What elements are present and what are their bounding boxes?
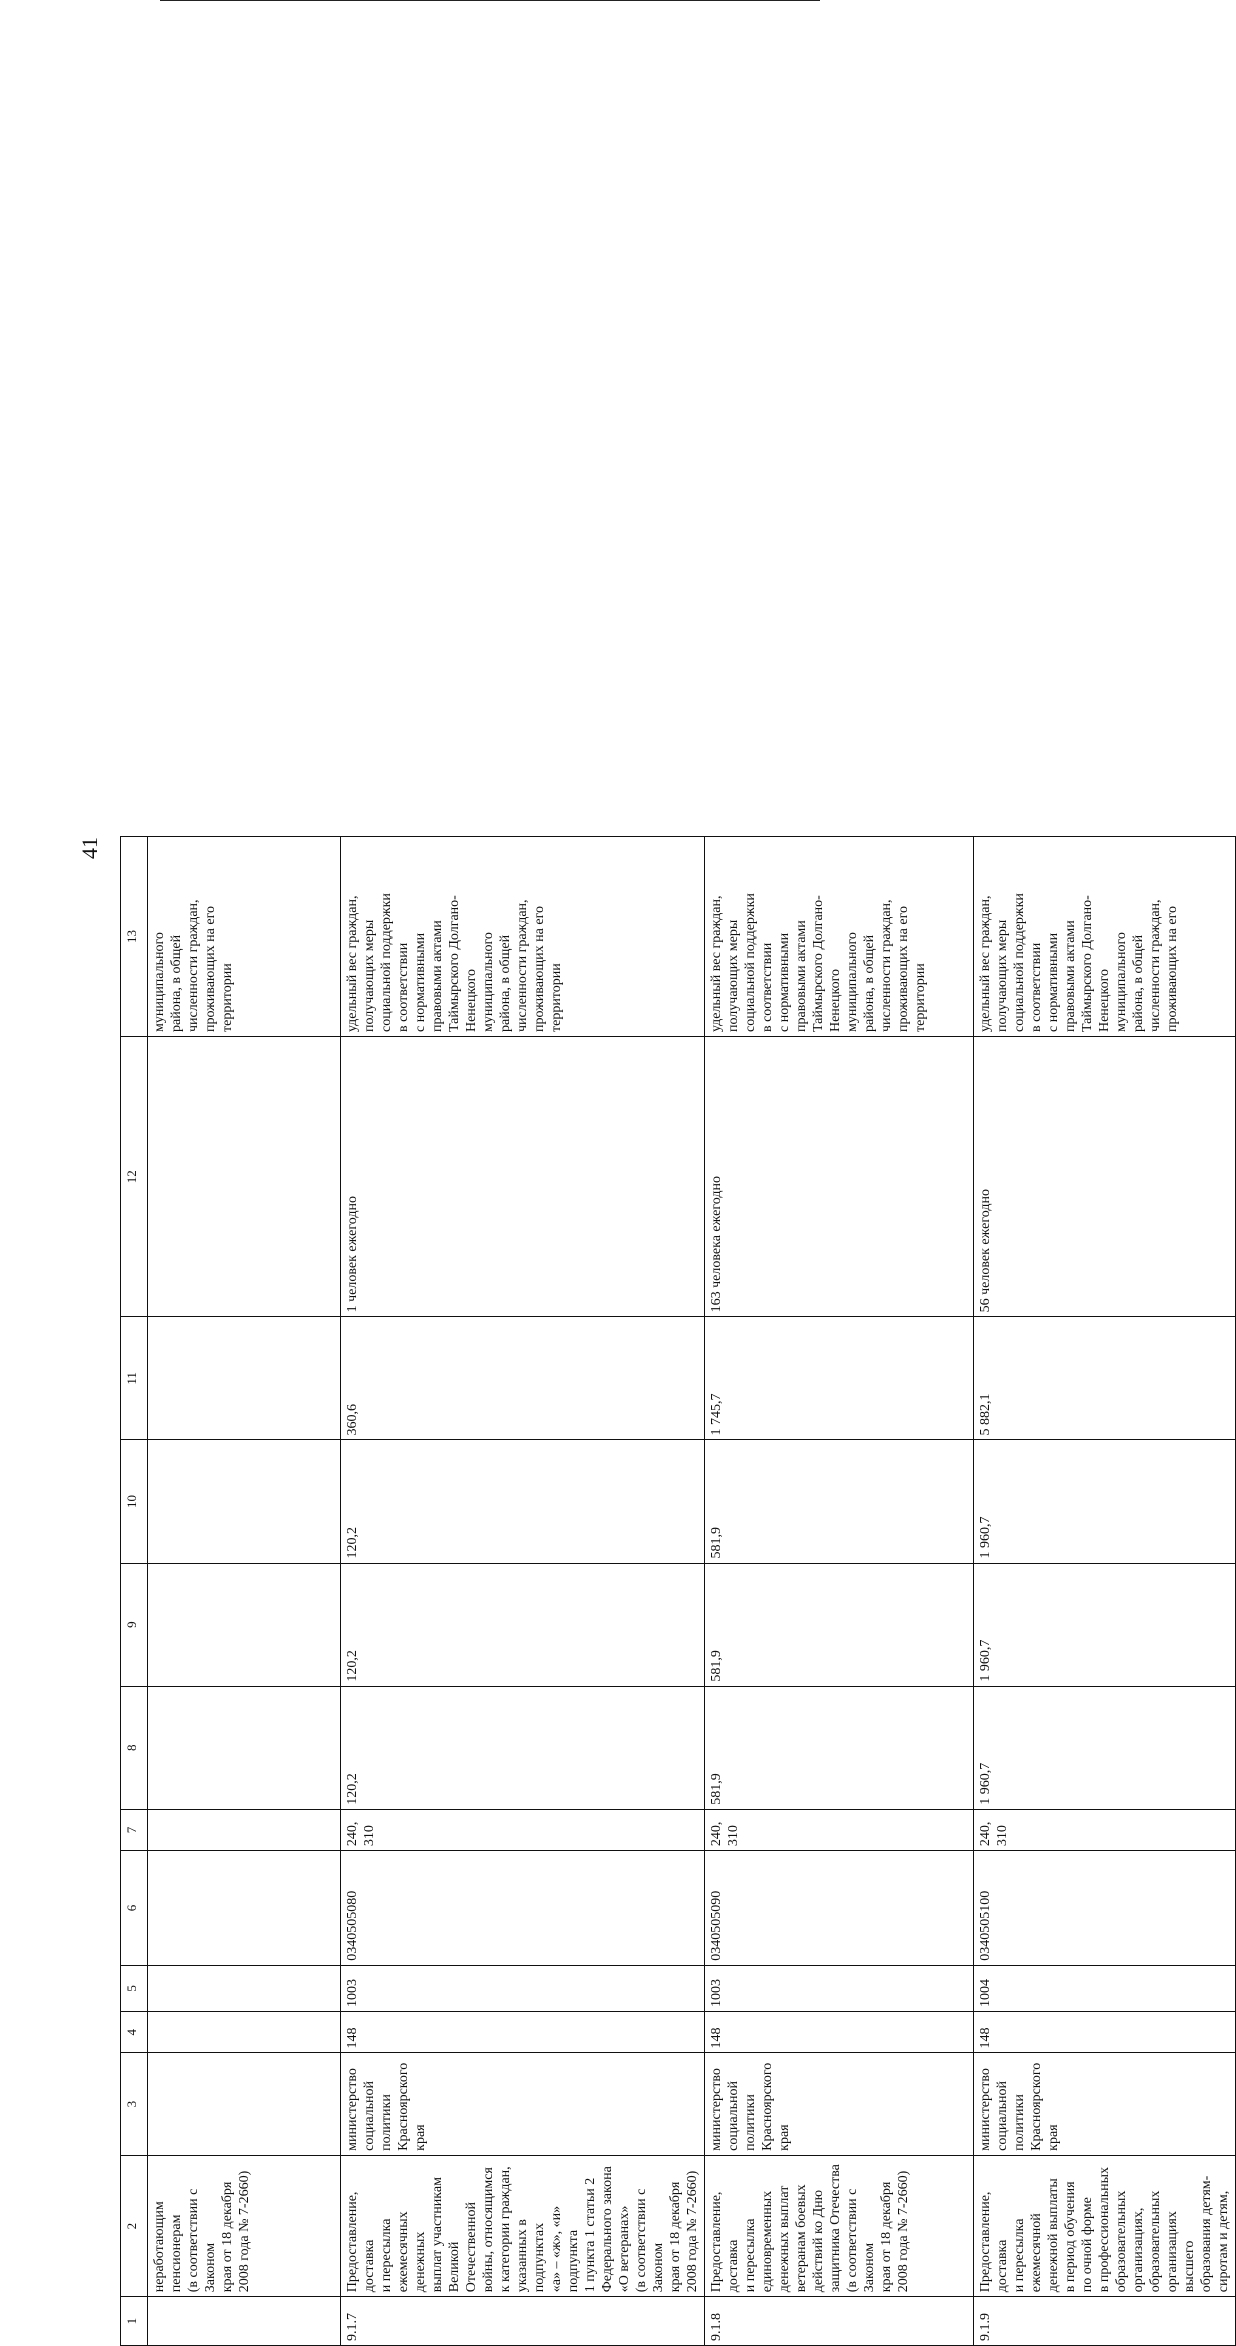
rotated-table-sheet: [120, 836, 1231, 2346]
amount-total: [148, 1317, 341, 1440]
responsible-ministry: министерство социальной политики Красноярского края: [705, 2053, 974, 2155]
grbs-code: 148: [341, 2012, 705, 2053]
column-number: 11: [121, 1317, 148, 1440]
table-row: [341, 837, 705, 2346]
expense-type-code: 240, 310: [974, 1809, 1236, 1850]
section-code: 1003: [341, 1965, 705, 2011]
amount-year-3: [148, 1440, 341, 1563]
column-number: 7: [121, 1809, 148, 1850]
indicator-text: удельный вес граждан, получающих меры социальной поддержки в соответствии с нормативными правовыми актами Таймырского Долгано- Ненецкого муниципального района, в общей численности граждан, проживающих на его территории: [341, 837, 705, 1037]
target-article-code: [148, 1851, 341, 1966]
row-number: 9.1.9: [974, 2297, 1236, 2346]
grbs-code: 148: [974, 2012, 1236, 2053]
amount-year-2: 1 960,7: [974, 1563, 1236, 1686]
expected-result: 163 человека ежегодно: [705, 1037, 974, 1317]
target-article-code: 0340505080: [341, 1851, 705, 1966]
amount-year-1: [148, 1686, 341, 1809]
amount-total: 360,6: [341, 1317, 705, 1440]
amount-year-3: 120,2: [341, 1440, 705, 1563]
expense-type-code: 240, 310: [341, 1809, 705, 1850]
measure-description: Предоставление, доставка и пересылка ежемесячных денежных выплат участникам Великой Отечественной войны, относящимся к категории граждан, указанных в подпунктах «а» – «ж», «и» подпункта 1 пункта 1 статьи 2 Федерального закона «О ветеранах» (в соответствии с Законом края от 18 декабря 2008 года № 7-2660): [341, 2155, 705, 2296]
amount-year-1: 581,9: [705, 1686, 974, 1809]
amount-year-1: 1 960,7: [974, 1686, 1236, 1809]
measure-description: Предоставление, доставка и пересылка ежемесячной денежной выплаты в период обучения по очной форме в профессиональных образовательных организациях, образовательных организациях высшего образования детям- сиротам и детям,: [974, 2155, 1236, 2296]
column-number: 5: [121, 1965, 148, 2011]
indicator-text: удельный вес граждан, получающих меры социальной поддержки в соответствии с нормативными правовыми актами Таймырского Долгано- Ненецкого муниципального района, в общей численности граждан, проживающих на его территории: [705, 837, 974, 1037]
page-number: 41: [77, 837, 102, 859]
indicator-text: муниципального района, в общей численности граждан, проживающих на его территории: [148, 837, 341, 1037]
section-code: [148, 1965, 341, 2011]
row-number: 9.1.8: [705, 2297, 974, 2346]
table-row: [974, 837, 1236, 2346]
expected-result: 1 человек ежегодно: [341, 1037, 705, 1317]
column-number-row: [121, 837, 148, 2346]
amount-year-3: 581,9: [705, 1440, 974, 1563]
expense-type-code: [148, 1809, 341, 1850]
column-number: 13: [121, 837, 148, 1037]
table-row: [148, 837, 341, 2346]
responsible-ministry: министерство социальной политики Красноярского края: [974, 2053, 1236, 2155]
responsible-ministry: министерство социальной политики Красноярского края: [341, 2053, 705, 2155]
amount-year-3: 1 960,7: [974, 1440, 1236, 1563]
expected-result: [148, 1037, 341, 1317]
column-number: 2: [121, 2155, 148, 2296]
amount-year-2: 581,9: [705, 1563, 974, 1686]
table-row: [705, 837, 974, 2346]
amount-year-2: [148, 1563, 341, 1686]
row-number: [148, 2297, 341, 2346]
amount-year-2: 120,2: [341, 1563, 705, 1686]
column-number: 12: [121, 1037, 148, 1317]
row-number: 9.1.7: [341, 2297, 705, 2346]
program-table: [120, 836, 1236, 2346]
column-number: 10: [121, 1440, 148, 1563]
measure-description: неработающим пенсионерам (в соответствии с Законом края от 18 декабря 2008 года № 7-2660): [148, 2155, 341, 2296]
section-code: 1003: [705, 1965, 974, 2011]
indicator-text: удельный вес граждан, получающих меры социальной поддержки в соответствии с нормативными правовыми актами Таймырского Долгано- Ненецкого муниципального района, в общей численности граждан, проживающих на его: [974, 837, 1236, 1037]
target-article-code: 0340505100: [974, 1851, 1236, 1966]
amount-total: 5 882,1: [974, 1317, 1236, 1440]
amount-year-1: 120,2: [341, 1686, 705, 1809]
column-number: 9: [121, 1563, 148, 1686]
top-rule: [160, 0, 820, 1]
column-number: 1: [121, 2297, 148, 2346]
column-number: 3: [121, 2053, 148, 2155]
amount-total: 1 745,7: [705, 1317, 974, 1440]
column-number: 8: [121, 1686, 148, 1809]
section-code: 1004: [974, 1965, 1236, 2011]
target-article-code: 0340505090: [705, 1851, 974, 1966]
column-number: 6: [121, 1851, 148, 1966]
measure-description: Предоставление, доставка и пересылка единовременных денежных выплат ветеранам боевых действий ко Дню защитника Отечества (в соответствии с Законом края от 18 декабря 2008 года № 7-2660): [705, 2155, 974, 2296]
column-number: 4: [121, 2012, 148, 2053]
grbs-code: 148: [705, 2012, 974, 2053]
grbs-code: [148, 2012, 341, 2053]
expense-type-code: 240, 310: [705, 1809, 974, 1850]
expected-result: 56 человек ежегодно: [974, 1037, 1236, 1317]
responsible-ministry: [148, 2053, 341, 2155]
